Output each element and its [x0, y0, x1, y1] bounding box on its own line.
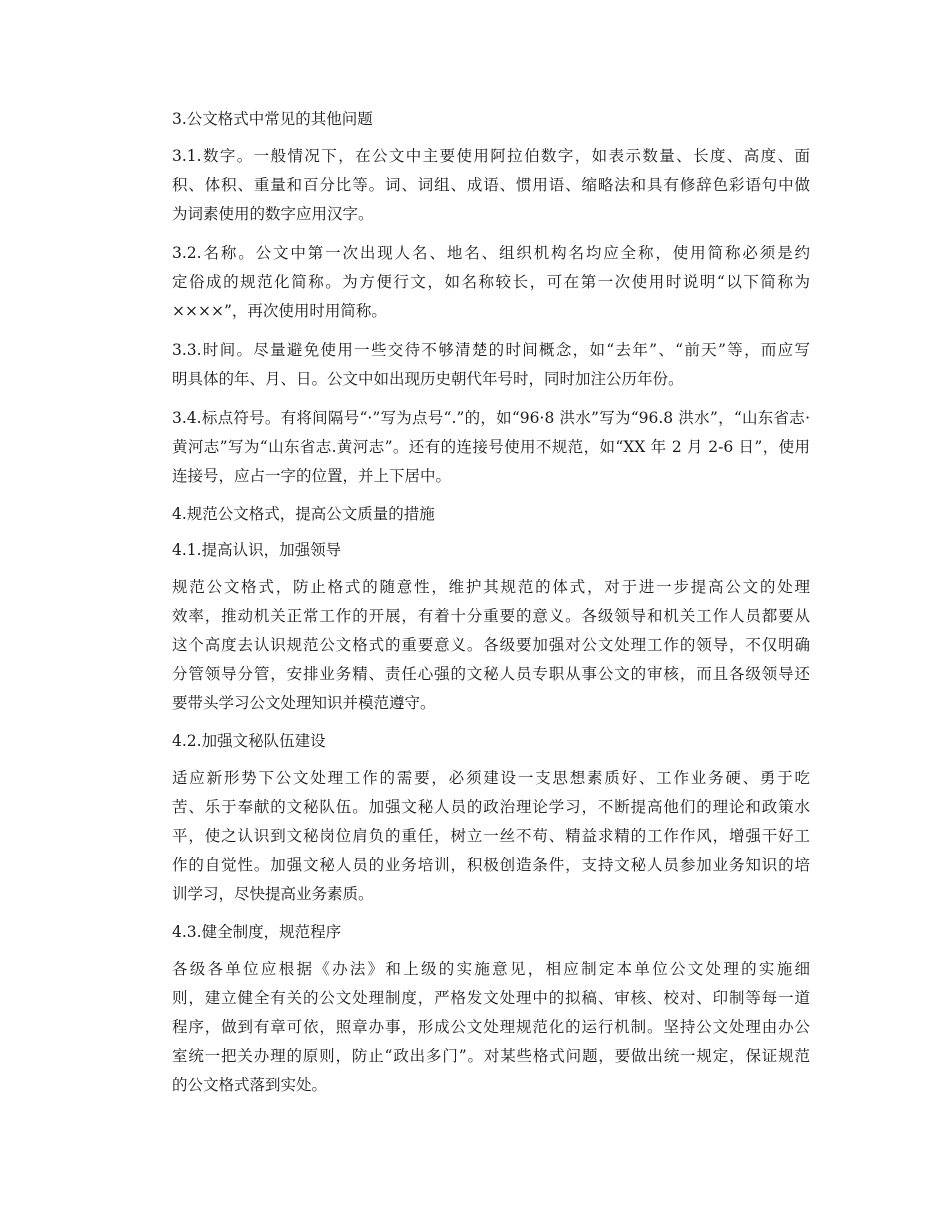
paragraph-line: 训学习，尽快提高业务素质。 — [172, 885, 374, 903]
paragraph-line: 效率，推动机关正常工作的开展，有着十分重要的意义。各级领导和机关工作人员都要从 — [172, 607, 810, 625]
section-heading: 3.公文格式中常见的其他问题 — [172, 110, 373, 128]
paragraph-leadership — [140, 573, 810, 718]
paragraph-punctuation — [140, 404, 810, 491]
paragraph-system — [140, 955, 810, 1100]
subsection-heading: 4.2.加强文秘队伍建设 — [172, 732, 326, 750]
paragraph-line: 明具体的年、月、日。公文中如出现历史朝代年号时，同时加注公历年份。 — [172, 370, 684, 388]
paragraph-line: 3.3.时间。尽量避免使用一些交待不够清楚的时间概念，如“去年”、“前天”等，而应写 — [172, 341, 810, 359]
paragraph-line: ××××”，再次使用时用简称。 — [172, 302, 387, 320]
paragraph-numbers — [140, 142, 810, 229]
paragraph-team — [140, 764, 810, 909]
paragraph-line: 积、体积、重量和百分比等。词、词组、成语、惯用语、缩略法和具有修辞色彩语句中做 — [172, 176, 810, 194]
paragraph-line: 3.2.名称。公文中第一次出现人名、地名、组织机构名均应全称，使用简称必须是约 — [172, 244, 810, 262]
paragraph-line: 3.4.标点符号。有将间隔号“·”写为点号“.”的，如“96·8 洪水”写为“96.8 洪水”，“山东省志· — [172, 409, 810, 427]
paragraph-line: 定俗成的规范化简称。为方便行文，如名称较长，可在第一次使用时说明“以下简称为 — [172, 273, 810, 291]
paragraph-names — [140, 239, 810, 326]
paragraph-time — [140, 336, 810, 394]
paragraph-line: 苦、乐于奉献的文秘队伍。加强文秘人员的政治理论学习，不断提高他们的理论和政策水 — [172, 798, 810, 816]
subsection-heading: 4.1.提高认识，加强领导 — [172, 541, 342, 559]
subsection-heading: 4.3.健全制度，规范程序 — [172, 923, 342, 941]
paragraph-line: 3.1.数字。一般情况下，在公文中主要使用阿拉伯数字，如表示数量、长度、高度、面 — [172, 147, 810, 165]
paragraph-line: 分管领导分管，安排业务精、责任心强的文秘人员专职从事公文的审核，而且各级领导还 — [172, 665, 810, 683]
paragraph-line: 连接号，应占一字的位置，并上下居中。 — [172, 467, 452, 485]
section-heading: 4.规范公文格式，提高公文质量的措施 — [172, 505, 435, 523]
paragraph-line: 各级各单位应根据《办法》和上级的实施意见，相应制定本单位公文处理的实施细 — [172, 960, 810, 978]
paragraph-line: 为词素使用的数字应用汉字。 — [172, 205, 374, 223]
paragraph-line: 黄河志”写为“山东省志.黄河志”。还有的连接号使用不规范，如“XX 年 2 月 2-6 日”，使用 — [172, 438, 810, 456]
paragraph-line: 适应新形势下公文处理工作的需要，必须建设一支思想素质好、工作业务硬、勇于吃 — [172, 769, 810, 787]
paragraph-line: 室统一把关办理的原则，防止“政出多门”。对某些格式问题，要做出统一规定，保证规范 — [172, 1047, 810, 1065]
paragraph-line: 程序，做到有章可依，照章办事，形成公文处理规范化的运行机制。坚持公文处理由办公 — [172, 1018, 810, 1036]
paragraph-line: 的公文格式落到实处。 — [172, 1076, 328, 1094]
paragraph-line: 平，使之认识到文秘岗位肩负的重任，树立一丝不苟、精益求精的工作作风，增强干好工 — [172, 827, 810, 845]
paragraph-line: 作的自觉性。加强文秘人员的业务培训，积极创造条件，支持文秘人员参加业务知识的培 — [172, 856, 810, 874]
paragraph-line: 这个高度去认识规范公文格式的重要意义。各级要加强对公文处理工作的领导，不仅明确 — [172, 636, 810, 654]
paragraph-line: 规范公文格式，防止格式的随意性，维护其规范的体式，对于进一步提高公文的处理 — [172, 578, 810, 596]
document-page — [140, 106, 810, 1110]
paragraph-line: 则，建立健全有关的公文处理制度，严格发文处理中的拟稿、审核、校对、印制等每一道 — [172, 989, 810, 1007]
paragraph-line: 要带头学习公文处理知识并模范遵守。 — [172, 694, 436, 712]
